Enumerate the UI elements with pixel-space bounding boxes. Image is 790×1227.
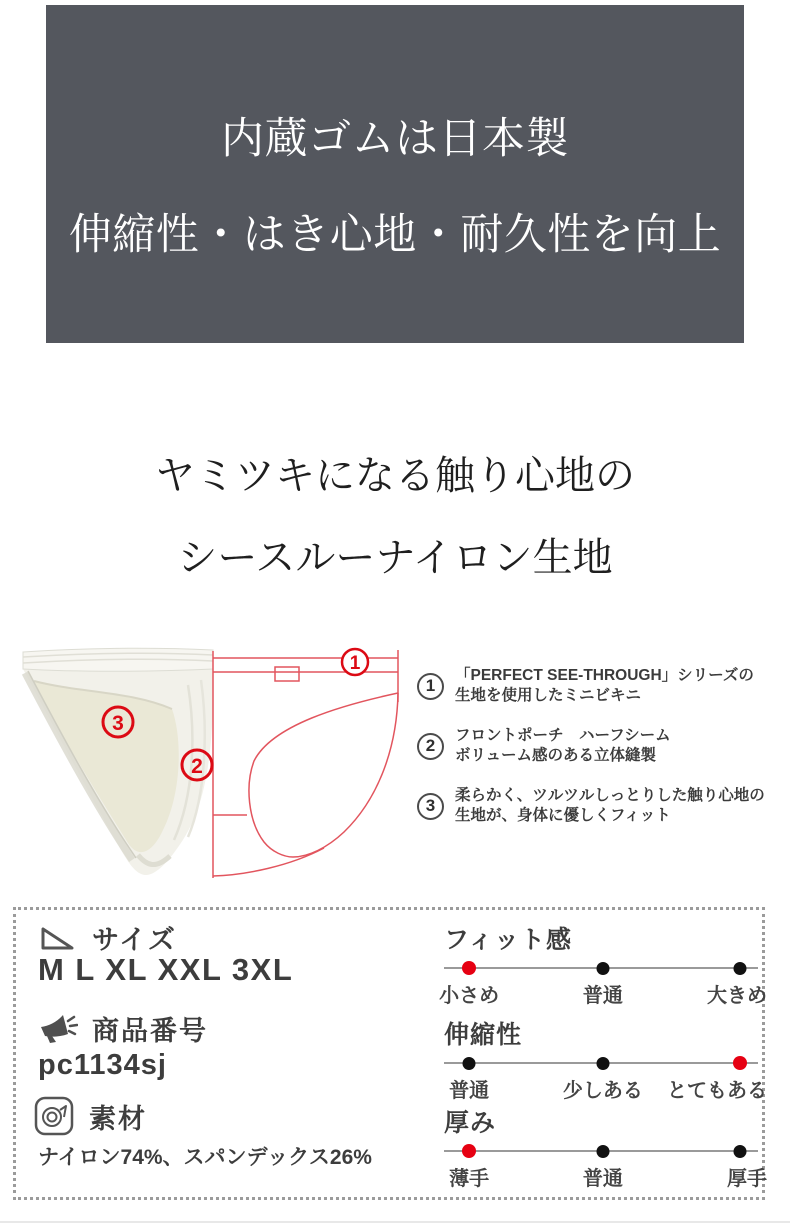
material-label: 素材 xyxy=(89,1103,147,1134)
scale-option-label: 普通 xyxy=(582,1168,623,1190)
feature-text-line: 生地を使用したミニビキニ xyxy=(455,687,642,705)
feature-number-badge: 2 xyxy=(417,733,444,760)
scale-option-label: 薄手 xyxy=(449,1168,490,1190)
scale-dot xyxy=(596,1057,609,1070)
banner-subheadline: 伸縮性・はき心地・耐久性を向上 xyxy=(68,211,722,259)
scale-option-label: 少しある xyxy=(562,1080,643,1102)
feature-text-line: ボリューム感のある立体縫製 xyxy=(455,747,657,765)
scale-dot xyxy=(463,1057,476,1070)
scale-thickness xyxy=(444,1103,767,1190)
diagram-marker-1 xyxy=(342,649,368,675)
scale-option-label: 普通 xyxy=(449,1080,490,1102)
feature-text xyxy=(455,786,765,827)
scale-stretch xyxy=(444,1015,767,1102)
headline-line2: シースルーナイロン生地 xyxy=(177,536,613,580)
scale-labels xyxy=(439,979,767,1007)
svg-text:1: 1 xyxy=(349,653,361,674)
scale-option-label: 小さめ xyxy=(439,985,500,1007)
scale-title: フィット感 xyxy=(444,926,573,954)
set-square-icon xyxy=(40,925,74,951)
scale-option-label: 大きめ xyxy=(707,985,767,1007)
spec-box xyxy=(13,907,765,1200)
scale-option-label: とてもある xyxy=(667,1080,767,1102)
feature-text-line: 「PERFECT SEE-THROUGH」シリーズの xyxy=(455,667,754,684)
size-label: サイズ xyxy=(92,925,177,955)
feature-text-line: フロントポーチ ハーフシーム xyxy=(455,726,671,744)
garment-photo xyxy=(23,648,213,875)
feature-text xyxy=(455,726,671,767)
material-value: ナイロン74%、スパンデックス26% xyxy=(38,1146,372,1169)
scale-option-label: 普通 xyxy=(582,985,623,1007)
scale-dot xyxy=(733,1056,747,1070)
size-value: M L XL XXL 3XL xyxy=(38,952,294,987)
product-number-label: 商品番号 xyxy=(92,1016,208,1046)
label-tag-outline xyxy=(275,667,299,681)
fabric-roll-icon xyxy=(34,1096,74,1136)
feature-text-line: 生地が、身体に優しくフィット xyxy=(455,807,671,825)
scale-labels xyxy=(444,1162,767,1190)
scale-track xyxy=(444,1145,758,1158)
pattern-sketch xyxy=(213,650,398,878)
feature-item-3 xyxy=(417,786,789,827)
feature-item-1 xyxy=(417,666,789,707)
product-diagram xyxy=(20,645,410,885)
scale-dot xyxy=(596,1145,609,1158)
scale-title: 厚み xyxy=(444,1109,497,1137)
feature-text-line: 柔らかく、ツルツルしっとりした触り心地の xyxy=(455,786,765,804)
feature-number-badge: 3 xyxy=(417,793,444,820)
scale-dot xyxy=(462,1144,476,1158)
feature-number-badge: 1 xyxy=(417,673,444,700)
feature-item-2 xyxy=(417,726,789,767)
banner-headline: 内蔵ゴムは日本製 xyxy=(221,115,569,163)
scale-track xyxy=(444,962,758,975)
svg-text:3: 3 xyxy=(112,712,124,735)
top-banner xyxy=(46,5,744,343)
megaphone-icon xyxy=(38,1012,78,1046)
scale-dot xyxy=(733,1145,746,1158)
material-row xyxy=(34,1096,147,1136)
scale-option-label: 厚手 xyxy=(727,1168,767,1190)
scale-title: 伸縮性 xyxy=(444,1021,523,1049)
feature-list xyxy=(417,666,789,846)
scale-dot xyxy=(733,962,746,975)
headline-line1: ヤミツキになる触り心地の xyxy=(155,454,635,498)
svg-text:2: 2 xyxy=(191,755,203,778)
scale-dot xyxy=(596,962,609,975)
scale-dot xyxy=(462,961,476,975)
product-number-value: pc1134sj xyxy=(38,1049,167,1081)
product-number-row xyxy=(38,1009,208,1048)
scale-labels xyxy=(444,1074,767,1102)
scale-fit xyxy=(439,920,767,1007)
feature-text xyxy=(455,666,754,707)
bottom-divider xyxy=(0,1221,790,1223)
scale-track xyxy=(444,1057,758,1070)
